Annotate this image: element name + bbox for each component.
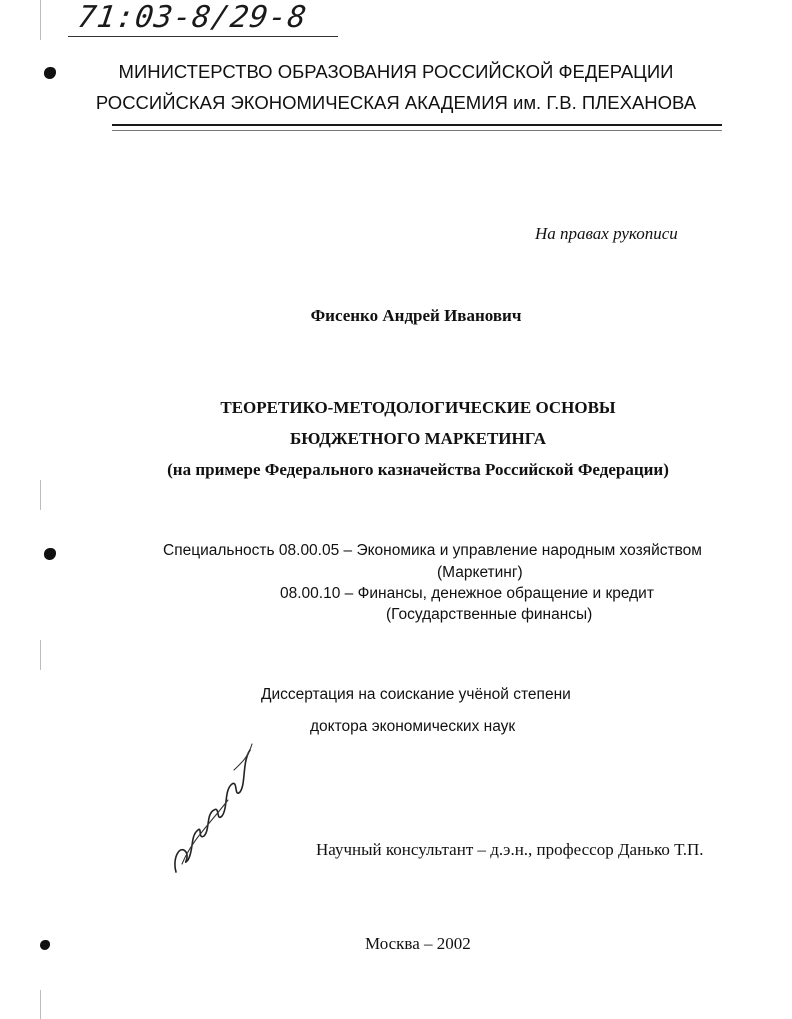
scan-edge-line-top	[40, 0, 41, 40]
ministry-heading: МИНИСТЕРСТВО ОБРАЗОВАНИЯ РОССИЙСКОЙ ФЕДЕРАЦИИ	[118, 61, 674, 82]
thesis-subtitle: (на примере Федерального казначейства Российской Федерации)	[167, 460, 669, 479]
header-rule-thin	[112, 130, 722, 131]
academy-heading: РОССИЙСКАЯ ЭКОНОМИЧЕСКАЯ АКАДЕМИЯ им. Г.В. ПЛЕХАНОВА	[95, 92, 697, 113]
punch-hole-mark-bottom	[40, 940, 50, 950]
header-rule-thick	[112, 124, 722, 126]
catalog-number: 71:03-8/29-8	[75, 0, 310, 35]
handwritten-signature	[168, 740, 258, 880]
scan-edge-line-mid	[40, 480, 41, 510]
thesis-title-line-2: БЮДЖЕТНОГО МАРКЕТИНГА	[290, 429, 546, 448]
city-year: Москва – 2002	[365, 934, 471, 953]
specialty-line-2-note: (Государственные финансы)	[386, 606, 593, 623]
dissertation-degree-line-1: Диссертация на соискание учёной степени	[261, 686, 571, 703]
specialty-line-2: 08.00.10 – Финансы, денежное обращение и кредит	[280, 585, 654, 602]
author-name: Фисенко Андрей Иванович	[310, 306, 522, 325]
scan-edge-line-lower	[40, 640, 41, 670]
scientific-advisor: Научный консультант – д.э.н., профессор Данько Т.П.	[316, 840, 704, 859]
specialty-line-1: Специальность 08.00.05 – Экономика и управление народным хозяйством	[163, 542, 702, 559]
manuscript-rights-note: На правах рукописи	[535, 224, 678, 243]
punch-hole-mark-middle	[44, 548, 56, 560]
dissertation-degree-line-2: доктора экономических наук	[310, 718, 516, 735]
scan-edge-line-bottom	[40, 990, 41, 1019]
catalog-underline	[68, 36, 338, 37]
thesis-title-line-1: ТЕОРЕТИКО-МЕТОДОЛОГИЧЕСКИЕ ОСНОВЫ	[220, 398, 616, 417]
specialty-line-1-note: (Маркетинг)	[437, 564, 523, 581]
